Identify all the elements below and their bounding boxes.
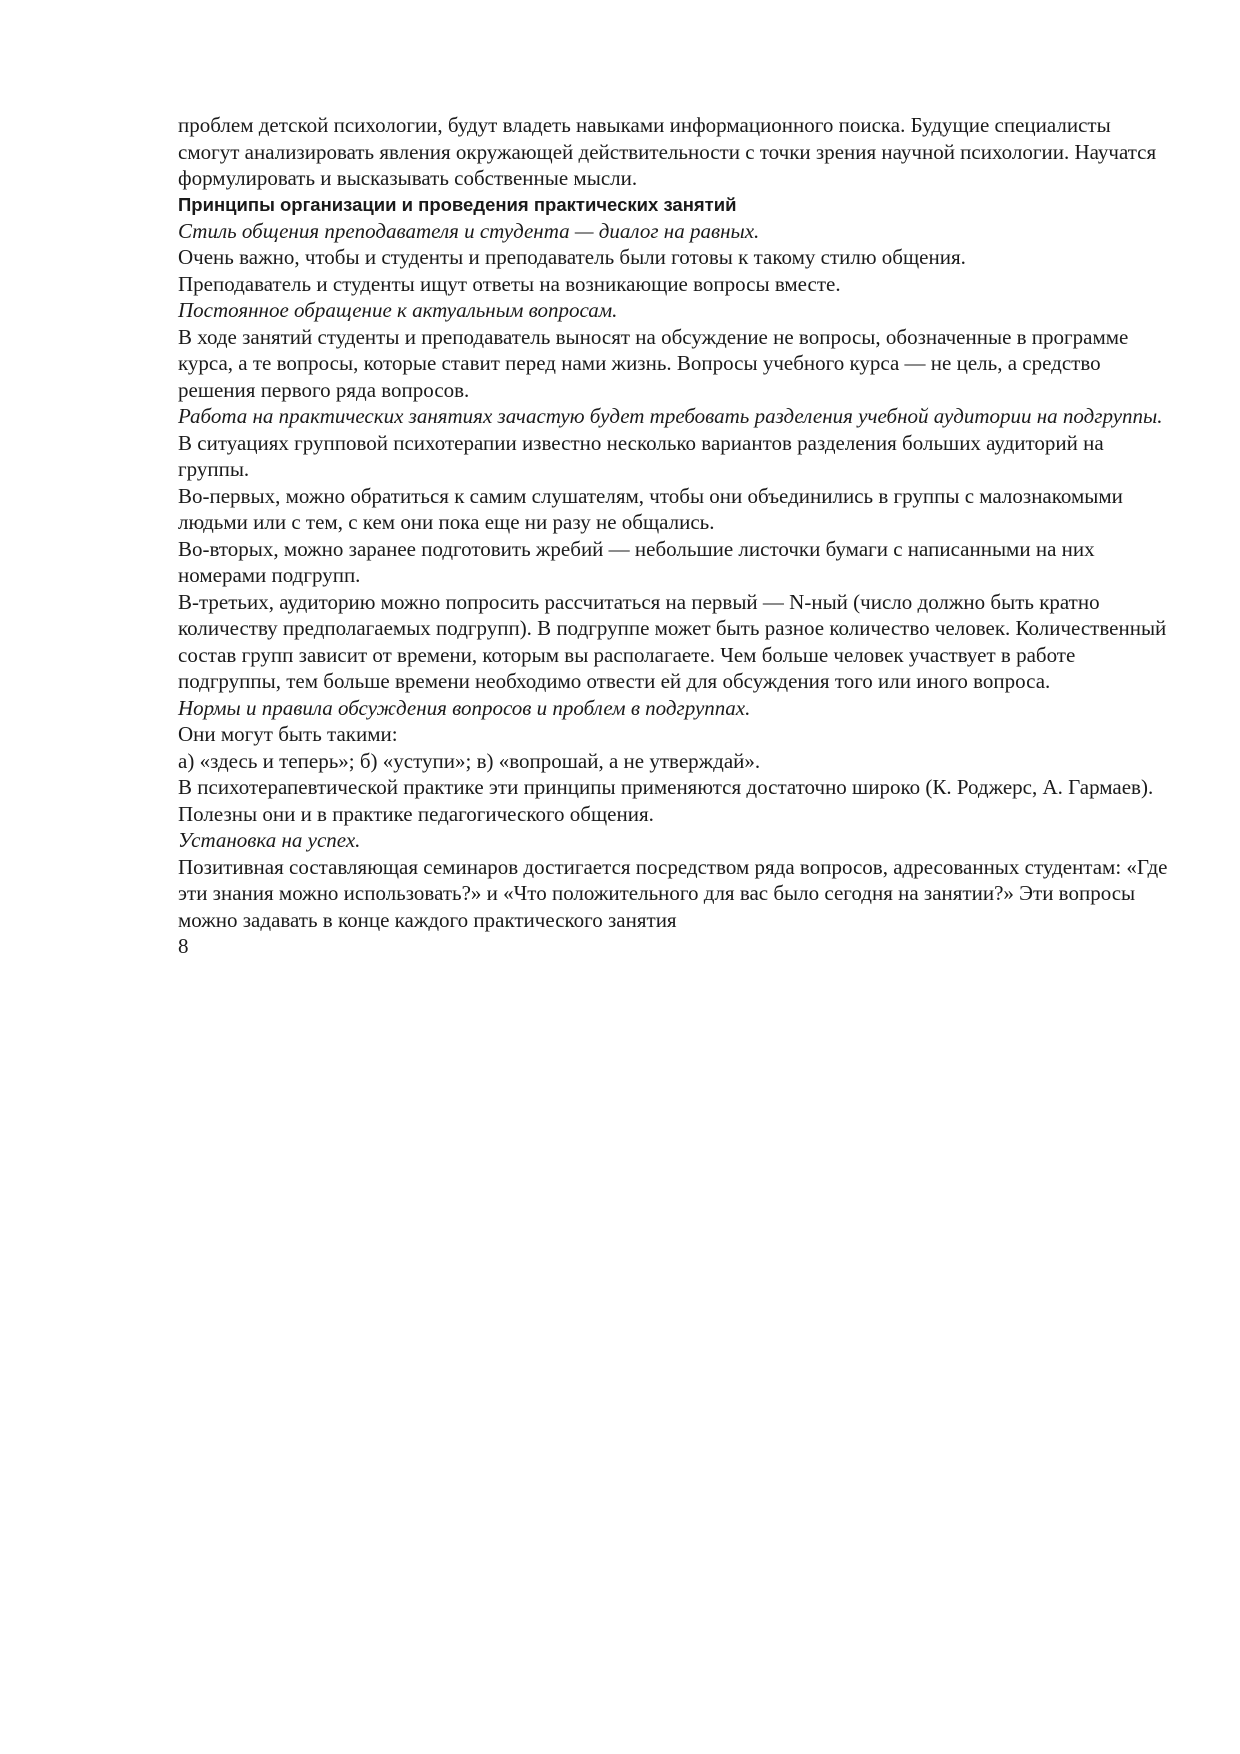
principle-4-text-3: В психотерапевтической практике эти принципы применяются достаточно широко (К. Роджерс, А. Гармаев). Полезны они и в практике педагогического общения. <box>178 775 1154 826</box>
principle-1-text-1: Очень важно, чтобы и студенты и преподаватель были готовы к такому стилю общения. <box>178 245 966 269</box>
principle-2-title: Постоянное обращение к актуальным вопросам. <box>178 298 618 322</box>
principle-1-title: Стиль общения преподавателя и студента — диалог на равных. <box>178 218 760 243</box>
principle-3-title: Работа на практических занятиях зачастую будет требовать разделения учебной аудитории на подгруппы. <box>178 404 1163 428</box>
principle-3-text-4: В-третьих, аудиторию можно попросить рассчитаться на первый — N-ный (число должно быть кратно количеству предполагаемых подгрупп). В подгруппе может быть разное количество человек. Количественный состав групп зависит от времени, которым вы располагаете. Чем больше человек участвует в работе подгруппы, тем больше времени необходимо отвести ей для обсуждения того или иного вопроса. <box>178 589 1167 693</box>
principle-5-text: Позитивная составляющая семинаров достигается посредством ряда вопросов, адресованных студентам: «Где эти знания можно использовать?» и «Что положительного для вас было сегодня на занятии?» Эти вопросы можно задавать в конце каждого практического занятия <box>178 854 1168 932</box>
principle-3-text-3: Во-вторых, можно заранее подготовить жребий — небольшие листочки бумаги с написанными на них номерами подгрупп. <box>178 536 1095 587</box>
principle-5-title: Установка на успех. <box>178 828 361 852</box>
principle-4-text-2: а) «здесь и теперь»; б) «уступи»; в) «вопрошай, а не утверждай». <box>178 748 761 773</box>
principle-2-text: В ходе занятий студенты и преподаватель выносят на обсуждение не вопросы, обозначенные в программе курса, а те вопросы, которые ставит перед нами жизнь. Вопросы учебного курса — не цель, а средство решения первого ряда вопросов. <box>178 324 1129 402</box>
principle-3-text-2: Во-первых, можно обратиться к самим слушателям, чтобы они объединились в группы с малознакомыми людьми или с тем, с кем они пока еще ни разу не общались. <box>178 483 1123 534</box>
principle-1-text-2: Преподаватель и студенты ищут ответы на возникающие вопросы вместе. <box>178 271 841 296</box>
principle-3-text-1: В ситуациях групповой психотерапии известно несколько вариантов разделения больших аудиторий на группы. <box>178 430 1104 481</box>
section-heading: Принципы организации и проведения практических занятий <box>178 193 737 215</box>
intro-paragraph: проблем детской психологии, будут владеть навыками информационного поиска. Будущие специалисты смогут анализировать явления окружающей действительности с точки зрения научной психологии. Научатся формулировать и высказывать собственные мысли. <box>178 113 1157 190</box>
principle-4-text-1: Они могут быть такими: <box>178 722 398 746</box>
document-page <box>178 112 1168 960</box>
principle-4-title: Нормы и правила обсуждения вопросов и проблем в подгруппах. <box>178 695 751 720</box>
page-number: 8 <box>178 934 189 958</box>
